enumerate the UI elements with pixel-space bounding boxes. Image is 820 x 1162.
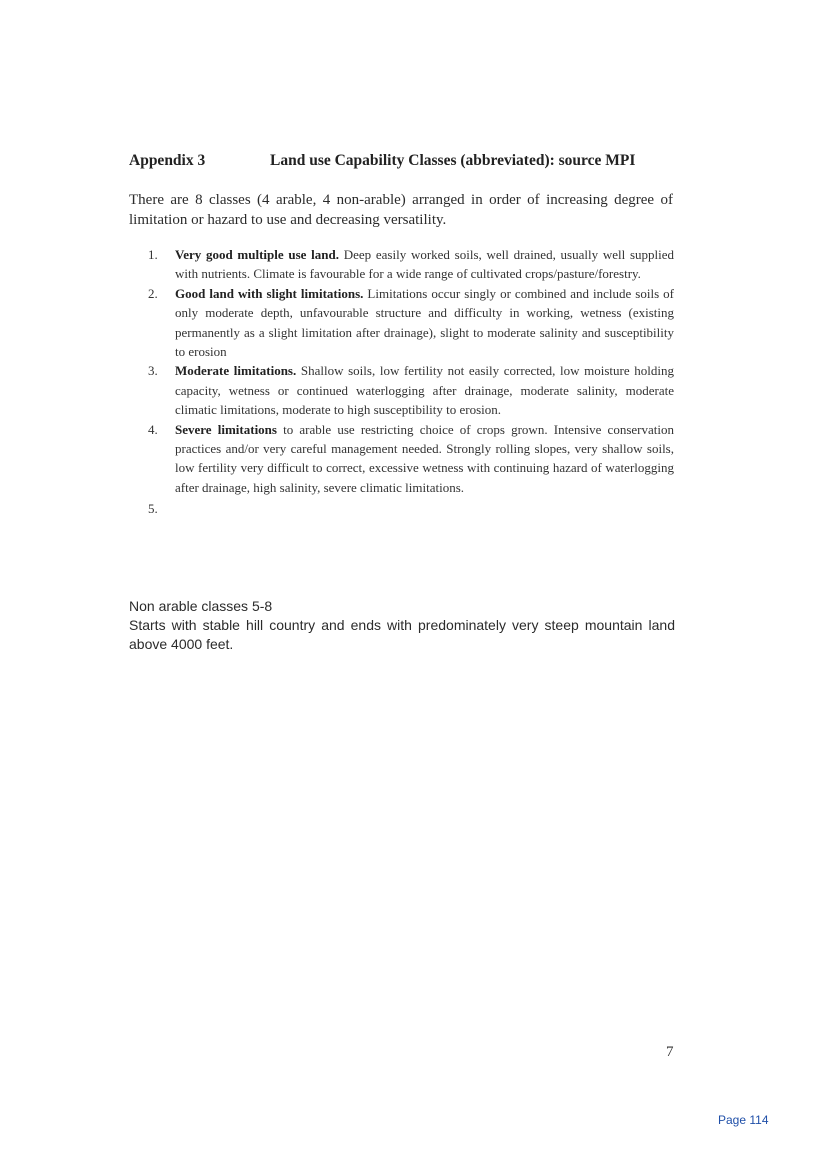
class-item-5 [148, 499, 674, 519]
class-lead: Very good multiple use land. [175, 247, 339, 262]
class-number: 5. [148, 501, 158, 517]
capability-class-list [148, 245, 674, 519]
nonarable-heading: Non arable classes 5-8 [129, 598, 273, 614]
class-lead: Good land with slight limitations. [175, 285, 364, 301]
class-number: 4. [148, 421, 158, 437]
class-item-4 [148, 420, 674, 498]
class-item-3 [148, 361, 674, 419]
class-lead: Moderate limitations. [175, 363, 297, 379]
class-description: Shallow soils, low fertility not easily corrected, low moisture holding capacity, wetness or continued waterlogging after drainage, moderate salinity, moderate climatic limitations, moderate to high susceptibility to erosion. [175, 363, 674, 418]
class-item-1 [148, 245, 674, 284]
class-description: Deep easily worked soils, well drained, usually well supplied with nutrients. Climate is favourable for a wide range of cultivated crops/pasture/forestry. [175, 247, 674, 282]
class-number: 1. [148, 247, 158, 262]
class-description: Limitations occur singly or combined and include soils of only moderate depth, unfavourable structure and difficulty in working, wetness (existing permanently as a slight limitation after drainage), slight to moderate salinity and susceptibility to erosion [175, 285, 674, 360]
class-description: to arable use restricting choice of crops grown. Intensive conservation practices and/or very careful management needed. Strongly rolling slopes, very shallow soils, low fertility very difficult to correct, excessive wetness with continuing hazard of waterlogging after drainage, high salinity, severe climatic limitations. [175, 421, 674, 495]
footer-page-label: Page 114 [718, 1113, 769, 1127]
class-item-2 [148, 284, 674, 362]
nonarable-section [129, 597, 675, 654]
intro-paragraph: There are 8 classes (4 arable, 4 non-arable) arranged in order of increasing degree of limitation or hazard to use and decreasing versatility. [129, 192, 673, 228]
class-number: 3. [148, 363, 158, 379]
appendix-label: Appendix 3 [129, 152, 206, 169]
appendix-title: Land use Capability Classes (abbreviated): source MPI [270, 152, 636, 169]
class-number: 2. [148, 285, 158, 301]
page-number: 7 [666, 1044, 674, 1060]
class-lead: Severe limitations [175, 421, 277, 437]
nonarable-description: Starts with stable hill country and ends with predominately very steep mountain land above 4000 feet. [129, 617, 675, 652]
